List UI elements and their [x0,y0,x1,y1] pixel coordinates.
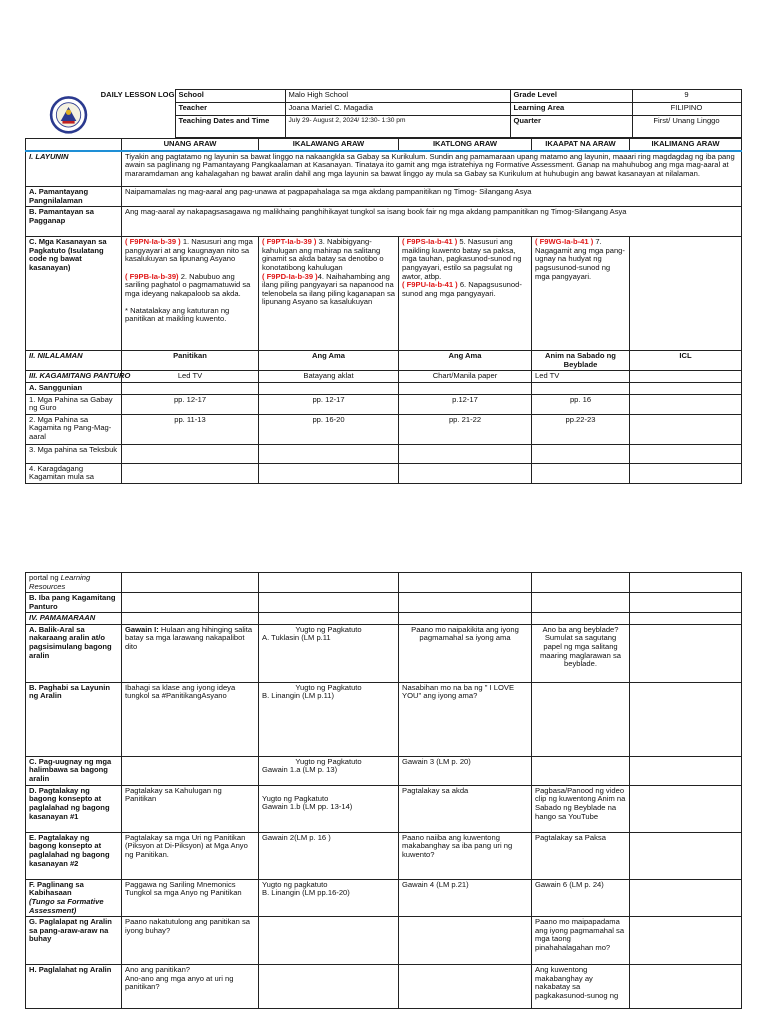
gabay-row [26,394,742,414]
cell-day2: Yugto ng pagkatuto B. Linangin (LM pp.16-20) [259,879,399,916]
cell-day4 [532,682,630,756]
gabay-day5 [630,394,742,414]
competency-code: ( F9PD-Ia-b-39 ) [262,271,318,281]
teksbuk-label: 3. Mga pahina sa Teksbuk [26,444,122,463]
procedure-row [26,832,742,879]
competency-code: ( F9PU-Ia-b-41 ) [402,280,458,290]
competency-code: ( F9PB-Ia-b-39) [125,271,179,281]
cell-day5 [630,879,742,916]
competency-code: ( F9PT-Ia-b-39 ) [262,237,317,247]
karagdagang-label: 4. Karagdagang Kagamitan mula sa [26,463,122,483]
cell-day5 [630,917,742,965]
cell-day4 [532,756,630,785]
school-label: School [175,90,285,103]
competency-text: 3. Nabibigyang-kahulugan ang mahirap na salitang ginamit sa akda batay sa denotibo o konotatibong kahulugan [262,237,384,272]
days-header-row [26,139,742,151]
cell-day2 [259,965,399,1009]
kagamitan-day5 [630,371,742,383]
cell-day1: Gawain I: Hulaan ang hihinging salita batay sa mga larawang nakapalibot dito [122,624,259,682]
cell-day4: Ano ba ang beyblade? Sumulat sa sagutang papel ng mga salitang maaring maglarawan sa beyblade. [532,624,630,682]
competency-note: * Natatalakay ang katuturan ng panitikan at maikling kuwento. [125,305,230,324]
teacher-label: Teacher [175,103,285,116]
page-2 [25,572,741,1009]
cell-day3: Nasabihan mo na ba ng " I LOVE YOU" ang iyong ama? [399,682,532,756]
kasanayan-day4 [532,237,630,351]
quarter-label: Quarter [510,116,632,138]
kasanayan-row [26,237,742,351]
gabay-day1: pp. 12-17 [122,394,259,414]
nilalaman-label: II. NILALAMAN [26,351,122,371]
procedure-row [26,756,742,785]
cell-day1: Ano ang panitikan? Ano-ano ang mga anyo at uri ng panitikan? [122,965,259,1009]
cell-day3: Paano mo naipakikita ang iyong pagmamahal sa iyong ama [399,624,532,682]
cell-day5 [630,965,742,1009]
cell-day3: Pagtalakay sa akda [399,785,532,832]
cell-day4: Pagtalakay sa Paksa [532,832,630,879]
grade-value: 9 [632,90,741,103]
cell-day1: Pagtalakay sa Kahulugan ng Panitikan [122,785,259,832]
kasanayan-label: C. Mga Kasanayan sa Pagkatuto (Isulatang code ng bawat kasanayan) [26,237,122,351]
deped-seal [25,90,175,138]
pamantayang-pangnilalaman-label: A. Pamantayang Pangnilalaman [26,187,122,207]
kagamitang-day2: pp. 16-20 [259,414,399,444]
cell-day5 [630,756,742,785]
iba-pang-row [26,593,742,613]
quarter-value: First/ Unang Linggo [632,116,741,138]
cell-day2 [259,917,399,965]
kasanayan-day2 [259,237,399,351]
cell-day5 [630,682,742,756]
row-label: B. Paghabi sa Layunin ng Aralin [26,682,122,756]
nilalaman-day4: Anim na Sabado ng Beyblade [532,351,630,371]
kagamitan-row [26,371,742,383]
procedure-row [26,682,742,756]
cell-day4: Pagbasa/Panood ng video clip ng kuwentong Anim na Sabado ng Beyblade na hango sa YouTube [532,785,630,832]
layunin-row [26,151,742,187]
competency-text: 1. Nasusuri ang mga pangyayari at ang kaugnayan nito sa kasalukuyan sa lipunang Asyano [125,237,253,264]
competency-code: ( F9PN-Ia-b-39 ) [125,237,181,247]
kagamitan-label: III. KAGAMITANG PANTURO [26,371,122,383]
kagamitan-day1: Led TV [122,371,259,383]
competency-code: ( F9PS-Ia-b-41 ) [402,237,458,247]
kagamitang-day5 [630,414,742,444]
sanggunian-row [26,382,742,394]
nilalaman-day2: Ang Ama [259,351,399,371]
pamantayang-pangnilalaman-text: Naipamamalas ng mag-aaral ang pag-unawa at pagpapahalaga sa mga akdang pampanitikan ng Timog- Silangang Asya [122,187,742,207]
area-label: Learning Area [510,103,632,116]
karagdagang-label-cont: portal ng Learning Resources [26,573,122,593]
cell-day3 [399,917,532,965]
dates-value: July 29- August 2, 2024/ 12:30- 1:30 pm [285,116,510,138]
kagamitan-day2: Batayang aklat [259,371,399,383]
nilalaman-day5: ICL [630,351,742,371]
dll-body-table-continued [25,572,742,1009]
kagamitang-mag-aaral-row [26,414,742,444]
cell-day5 [630,785,742,832]
row-label: A. Balik-Aral sa nakaraang aralin at/o pagsisimulang bagong aralin [26,624,122,682]
cell-day3 [399,965,532,1009]
procedure-row [26,879,742,916]
competency-code: ( F9WG-Ia-b-41 ) [535,237,594,247]
cell-day1: Ibahagi sa klase ang iyong ideya tungkol sa #PanitikangAsyano [122,682,259,756]
procedure-row [26,917,742,965]
dll-header-table [25,89,742,138]
row-label: C. Pag-uugnay ng mga halimbawa sa bagong aralin [26,756,122,785]
cell-day4: Ang kuwentong makabanghay ay nakabatay sa pagkakasunod-sunog ng [532,965,630,1009]
row-label: D. Pagtalakay ng bagong konsepto at paglalahad ng bagong kasanayan #1 [26,785,122,832]
kagamitang-day3: pp. 21-22 [399,414,532,444]
row-label: G. Paglalapat ng Aralin sa pang-araw-araw na buhay [26,917,122,965]
kasanayan-day1 [122,237,259,351]
cell-day1: Paggawa ng Sariling Mnemonics Tungkol sa mga Anyo ng Panitikan [122,879,259,916]
gabay-day2: pp. 12-17 [259,394,399,414]
cell-day5 [630,624,742,682]
nilalaman-row [26,351,742,371]
cell-day2: Yugto ng Pagkatuto B. Linangin (LM p.11) [259,682,399,756]
kagamitang-day1: pp. 11-13 [122,414,259,444]
cell-day4: Paano mo maipapadama ang iyong pagmamahal sa mga taong pinahahalagahan mo? [532,917,630,965]
cell-day5 [630,832,742,879]
karagdagang-cont-row [26,573,742,593]
karagdagang-row [26,463,742,483]
nilalaman-day1: Panitikan [122,351,259,371]
layunin-text: Tiyakin ang pagtatamo ng layunin sa bawat linggo na nakaangkla sa Gabay sa Kurikulum. Sundin ang pamamaraan upang matamo ang layunin, maaari ring magdagdag ng iba pang awain sa paglinang ng Pamantayang Pangkaalaman at Kasanayan. Tinataya ito gamit ang mga istratehiya ng Formative Assessment. Ganap na mahuhubog ang mga mag-aaral at mararamdaman ang kahalagahan ng bawat aralin dahil ang mga layunin sa bawat linggo ay mula sa Gabay sa Kurikulum at huhubugin ang bawat kasanayan at nilalaman. [122,151,742,187]
sanggunian-label: A. Sanggunian [26,382,122,394]
cell-day2: Yugto ng Pagkatuto Gawain 1.b (LM pp. 13-14) [259,785,399,832]
cell-day1: Pagtalakay sa mga Uri ng Panitikan (Piksyon at Di-Piksyon) at Mga Anyo ng Panitikan. [122,832,259,879]
dll-body-table [25,138,742,484]
pamamaraan-row [26,613,742,625]
competency-text: 5. Nasusuri ang maikling kuwento batay sa paksa, mga tauhan, pagkasunod-sunod ng pangyayari, estilo sa pagsulat ng awtor, atbp. [402,237,522,281]
procedure-row [26,965,742,1009]
pamantayan-sa-pagganap-text: Ang mag-aaral ay nakapagsasagawa ng malikhaing panghihikayat tungkol sa isang book fair ng mga akdang pampanitikan ng Timog-Silangang Asya [122,207,742,237]
kagamitang-mag-aaral-label: 2. Mga Pahina sa Kagamita ng Pang-Mag-aaral [26,414,122,444]
iba-pang-label: B. Iba pang Kagamitang Panturo [26,593,122,613]
pamantayang-pangnilalaman-row [26,187,742,207]
day-header-1: UNANG ARAW [122,139,259,151]
cell-day4: Gawain 6 (LM p. 24) [532,879,630,916]
layunin-label: I. LAYUNIN [26,151,122,187]
cell-day3: Paano naiiba ang kuwentong makabanghay sa iba pang uri ng kuwento? [399,832,532,879]
competency-text: 2. Nabubuo ang sariling paghatol o pagmamatuwid sa mga ideyang nakapaloob sa akda. [125,271,251,298]
row-label: H. Paglalahat ng Aralin [26,965,122,1009]
teksbuk-row [26,444,742,463]
cell-day3: Gawain 4 (LM p.21) [399,879,532,916]
competency-text: 7. Nagagamit ang mga pang-ugnay na hudyat ng pagsusunod-sunod ng mga pangyayari. [535,237,625,281]
deped-seal-icon [25,90,95,138]
procedure-row [26,624,742,682]
kagamitang-day4: pp.22-23 [532,414,630,444]
gabay-label: 1. Mga Pahina sa Gabay ng Guro [26,394,122,414]
day-header-4: IKAAPAT NA ARAW [532,139,630,151]
dates-label: Teaching Dates and Time [175,116,285,138]
pamantayan-sa-pagganap-row [26,207,742,237]
cell-day2: Yugto ng Pagkatuto A. Tuklasin (LM p.11 [259,624,399,682]
kagamitan-day3: Chart/Manila paper [399,371,532,383]
competency-text: 4. Naihahambing ang ilang piling pangyayari sa napanood na telenobela sa ilang piling kaganapan sa lipunang Asyano sa kasalukuyan [262,271,395,307]
page-1 [25,89,741,484]
pamantayan-sa-pagganap-label: B. Pamantayan sa Pagganap [26,207,122,237]
cell-day1: Paano nakatutulong ang panitikan sa iyong buhay? [122,917,259,965]
kasanayan-day5 [630,237,742,351]
gabay-day3: p.12-17 [399,394,532,414]
cell-day3: Gawain 3 (LM p. 20) [399,756,532,785]
row-label: E. Pagtalakay ng bagong konsepto at paglalahad ng bagong kasanayan #2 [26,832,122,879]
cell-day2: Yugto ng Pagkatuto Gawain 1.a (LM p. 13) [259,756,399,785]
pamamaraan-label: IV. PAMAMARAAN [26,613,122,625]
gabay-day4: pp. 16 [532,394,630,414]
day-header-2: IKALAWANG ARAW [259,139,399,151]
day-header-5: IKALIMANG ARAW [630,139,742,151]
area-value: FILIPINO [632,103,741,116]
cell-day1 [122,756,259,785]
competency-text: 6. Napagsusunod-sunod ang mga pangyayari. [402,280,522,298]
school-value: Malo High School [285,90,510,103]
day-header-3: IKATLONG ARAW [399,139,532,151]
nilalaman-day3: Ang Ama [399,351,532,371]
grade-label: Grade Level [510,90,632,103]
row-label: F. Paglinang sa Kabihasaan (Tungo sa Formative Assessment) [26,879,122,916]
document-title: DAILY LESSON LOG [100,89,175,99]
cell-day2: Gawain 2(LM p. 16 ) [259,832,399,879]
procedure-row [26,785,742,832]
kagamitan-day4: Led TV [532,371,630,383]
teacher-value: Joana Mariel C. Magadia [285,103,510,116]
kasanayan-day3 [399,237,532,351]
